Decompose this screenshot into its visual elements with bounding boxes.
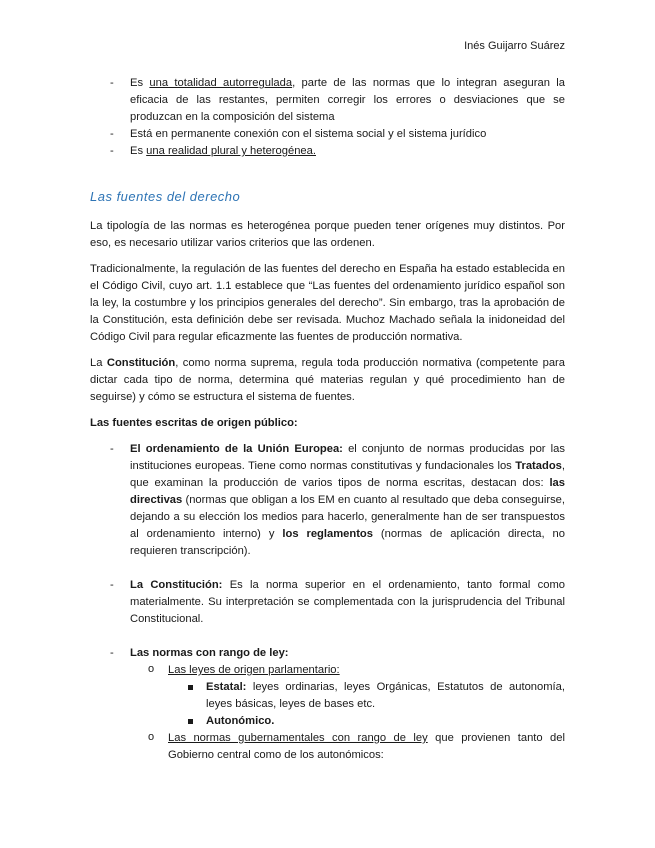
list-item: - Es una totalidad autorregulada, parte de las normas que lo integran aseguran la eficacia de las restantes, permiten corregir los errores o desviaciones que se produzcan en la composición del sistema	[90, 75, 565, 126]
sources-list-3	[90, 645, 565, 764]
list-item-rango-ley: - Las normas con rango de ley: o Las leyes de origen parlamentario: Estatal: leyes ordinarias, leyes Orgánicas, Estatutos de autonomía, leyes básicas, leyes de bases etc. Autonómico. o Las normas gubernamentales con rango de ley que provienen tanto del Gobierno central como de los autonómicos:	[90, 645, 565, 764]
sublist-item-estatal: Estatal: leyes ordinarias, leyes Orgánicas, Estatutos de autonomía, leyes básicas, leyes de bases etc.	[168, 679, 565, 713]
paragraph: La Constitución, como norma suprema, regula toda producción normativa (competente para dictar cada tipo de norma, determina qué materias regulan y qué procedimiento han de seguirse) y cómo se estructura el sistema de fuentes.	[90, 357, 565, 403]
rango-sublist	[130, 662, 565, 764]
section-title: Las fuentes del derecho	[90, 189, 241, 204]
header-author: Inés Guijarro Suárez	[464, 40, 565, 52]
list-item: - Está en permanente conexión con el sistema social y el sistema jurídico	[90, 126, 565, 143]
sublist-item-parlamentario: o Las leyes de origen parlamentario: Estatal: leyes ordinarias, leyes Orgánicas, Estatutos de autonomía, leyes básicas, leyes de bases etc. Autonómico.	[130, 662, 565, 730]
intro-list	[90, 75, 565, 160]
list-item-ue: - El ordenamiento de la Unión Europea: el conjunto de normas producidas por las instituciones europeas. Tiene como normas constitutivas y fundacionales los Tratados, que examinan la producción de varios tipos de norma escritas, destacan dos: las directivas (normas que obligan a los EM en cuanto al resultado que deba conseguirse, dejando a su elección los medios para hacerlo, generalmente han de ser transpuestos al ordenamiento interno) y los reglamentos (normas de aplicación directa, no requieren transcripción).	[90, 441, 565, 560]
paragraph: Tradicionalmente, la regulación de las fuentes del derecho en España ha estado establecida en el Código Civil, cuyo art. 1.1 establece que “Las fuentes del ordenamiento jurídico español son la ley, la costumbre y los principios generales del derecho”. Sin embargo, tras la aprobación de la Constitución, esta definición debe ser revisada. Muchoz Machado señala la inidoneidad del Código Civil para regular eficazmente las fuentes de producción normativa.	[90, 263, 565, 343]
sources-list	[90, 441, 565, 560]
parlamentario-sublist	[168, 679, 565, 730]
document-body	[90, 75, 565, 764]
paragraph: La tipología de las normas es heterogénea porque pueden tener orígenes muy distintos. Por eso, es necesario utilizar varios criterios que las ordenen.	[90, 220, 565, 249]
list-item-constitucion: - La Constitución: Es la norma superior en el ordenamiento, tanto formal como materialmente. Su interpretación se complementada con la jurisprudencia del Tribunal Constitucional.	[90, 577, 565, 628]
sources-list-2	[90, 577, 565, 628]
sublist-item-autonomico: Autonómico.	[168, 713, 565, 730]
list-item: - Es una realidad plural y heterogénea.	[90, 143, 565, 160]
sublist-item-gubernamentales: o Las normas gubernamentales con rango de ley que provienen tanto del Gobierno central como de los autonómicos:	[130, 730, 565, 764]
subheading: Las fuentes escritas de origen público:	[90, 417, 298, 429]
